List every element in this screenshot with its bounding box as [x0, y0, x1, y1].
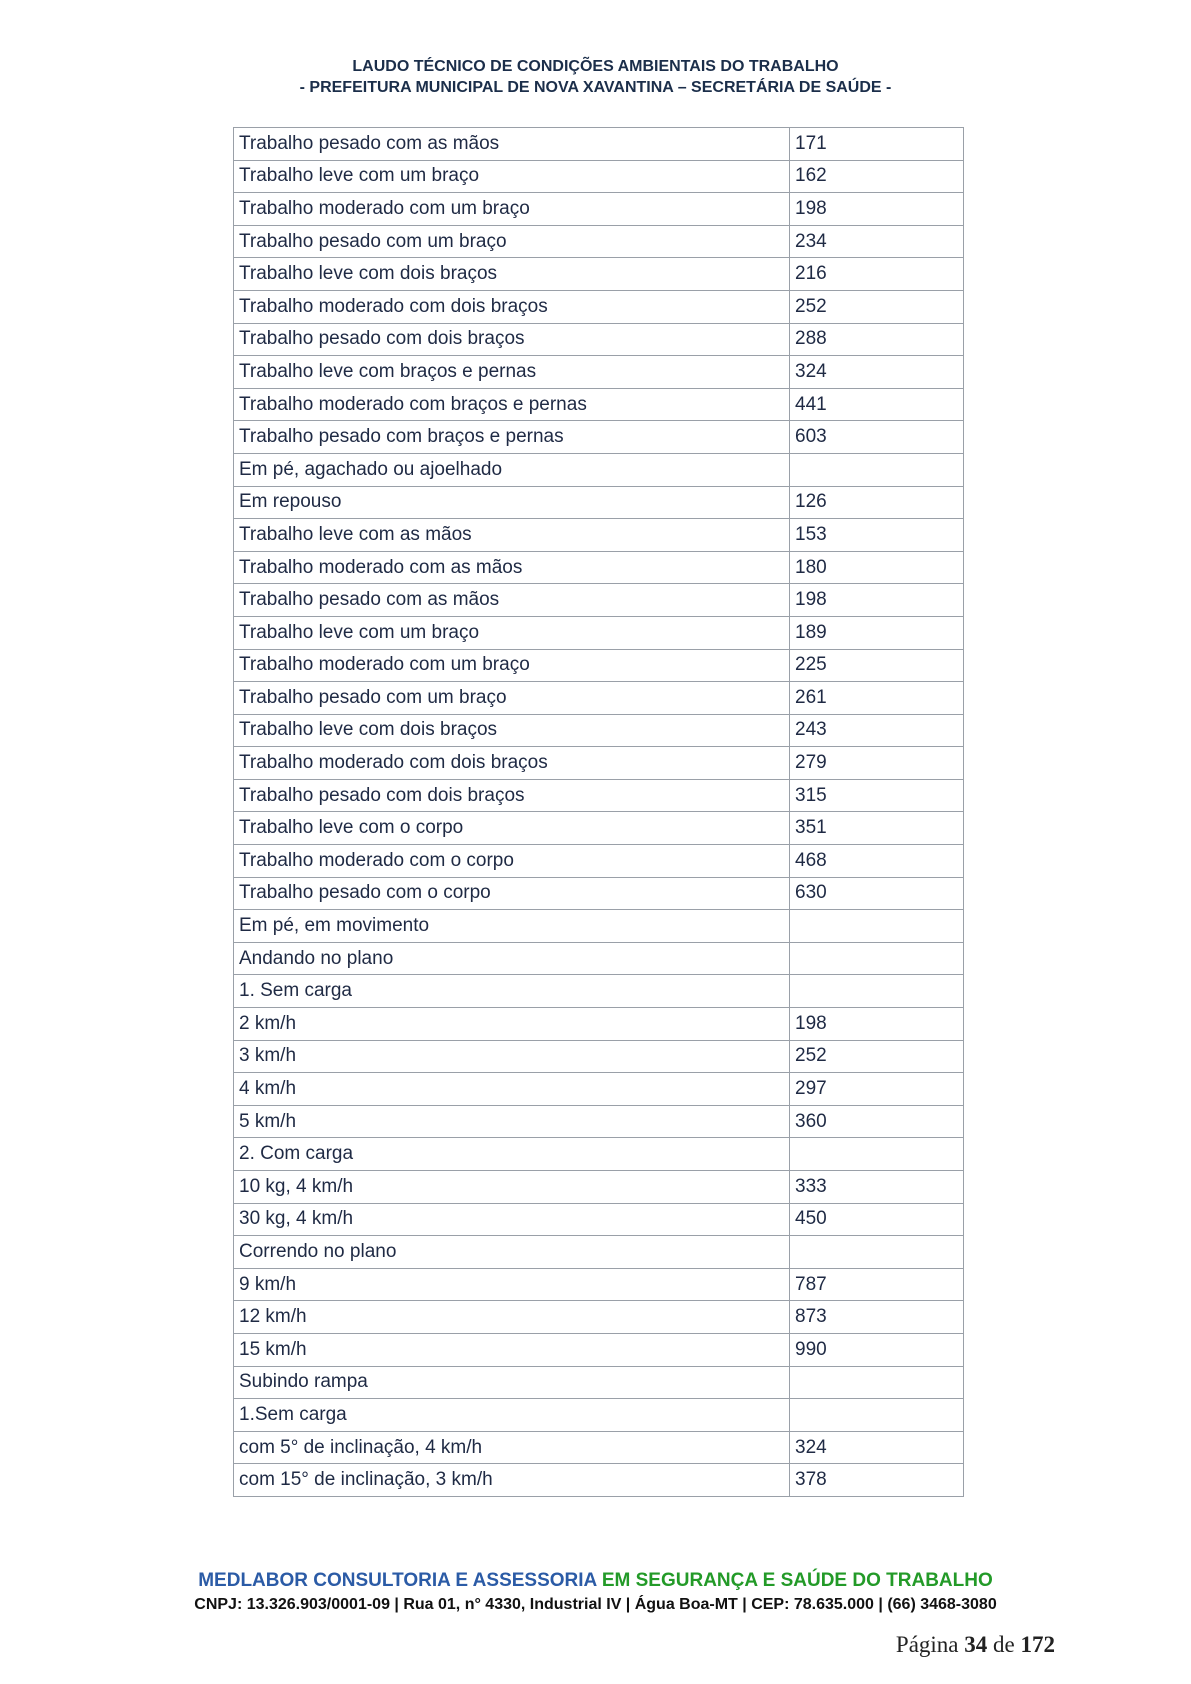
value-cell: 153 — [790, 519, 964, 552]
value-cell: 261 — [790, 682, 964, 715]
table-row — [234, 258, 964, 291]
activity-cell: Trabalho moderado com as mãos — [234, 551, 790, 584]
activity-cell: Trabalho pesado com um braço — [234, 225, 790, 258]
page-number — [896, 1632, 1055, 1658]
value-cell: 171 — [790, 128, 964, 161]
table-row — [234, 1008, 964, 1041]
value-cell — [790, 942, 964, 975]
activity-cell: Trabalho leve com as mãos — [234, 519, 790, 552]
page-current: 34 — [964, 1632, 988, 1657]
value-cell — [790, 1366, 964, 1399]
activity-cell: Trabalho pesado com as mãos — [234, 128, 790, 161]
activity-cell: Correndo no plano — [234, 1236, 790, 1269]
activity-cell: Trabalho pesado com as mãos — [234, 584, 790, 617]
activity-cell: Andando no plano — [234, 942, 790, 975]
table-row — [234, 812, 964, 845]
activity-cell: 3 km/h — [234, 1040, 790, 1073]
activity-cell: 1.Sem carga — [234, 1399, 790, 1432]
value-cell: 360 — [790, 1105, 964, 1138]
page-total: 172 — [1020, 1632, 1055, 1657]
table-row — [234, 1171, 964, 1204]
table-row — [234, 1399, 964, 1432]
table-row — [234, 225, 964, 258]
value-cell: 198 — [790, 584, 964, 617]
table-row — [234, 877, 964, 910]
value-cell: 630 — [790, 877, 964, 910]
table-row — [234, 1431, 964, 1464]
activity-cell: Trabalho leve com dois braços — [234, 258, 790, 291]
table-row — [234, 388, 964, 421]
table-row — [234, 975, 964, 1008]
value-cell: 324 — [790, 356, 964, 389]
value-cell: 189 — [790, 616, 964, 649]
table-row — [234, 128, 964, 161]
value-cell: 333 — [790, 1171, 964, 1204]
metabolic-rate-table — [233, 127, 964, 1497]
activity-cell: Trabalho leve com um braço — [234, 160, 790, 193]
table-row — [234, 649, 964, 682]
table-row — [234, 453, 964, 486]
value-cell: 279 — [790, 747, 964, 780]
value-cell — [790, 975, 964, 1008]
activity-cell: com 15° de inclinação, 3 km/h — [234, 1464, 790, 1497]
activity-cell: Trabalho moderado com um braço — [234, 193, 790, 226]
activity-cell: Trabalho leve com braços e pernas — [234, 356, 790, 389]
footer-contact: CNPJ: 13.326.903/0001-09 | Rua 01, n° 4330, Industrial IV | Água Boa-MT | CEP: 78.635.000 | (66) 3468-3080 — [194, 1596, 997, 1613]
value-cell: 990 — [790, 1333, 964, 1366]
table-row — [234, 193, 964, 226]
table-row — [234, 1040, 964, 1073]
value-cell: 297 — [790, 1073, 964, 1106]
value-cell — [790, 1236, 964, 1269]
value-cell: 198 — [790, 1008, 964, 1041]
activity-cell: Trabalho leve com um braço — [234, 616, 790, 649]
value-cell: 468 — [790, 845, 964, 878]
header-title: LAUDO TÉCNICO DE CONDIÇÕES AMBIENTAIS DO TRABALHO — [352, 58, 839, 75]
activity-cell: Trabalho moderado com braços e pernas — [234, 388, 790, 421]
value-cell: 234 — [790, 225, 964, 258]
table-row — [234, 714, 964, 747]
table-row — [234, 519, 964, 552]
value-cell — [790, 1399, 964, 1432]
table-row — [234, 1073, 964, 1106]
activity-cell: Trabalho leve com o corpo — [234, 812, 790, 845]
value-cell: 603 — [790, 421, 964, 454]
table-row — [234, 1105, 964, 1138]
activity-cell: 12 km/h — [234, 1301, 790, 1334]
activity-cell: Trabalho moderado com o corpo — [234, 845, 790, 878]
value-cell: 252 — [790, 1040, 964, 1073]
value-cell: 441 — [790, 388, 964, 421]
page-prefix: Página — [895, 1632, 959, 1657]
table-row — [234, 421, 964, 454]
table-row — [234, 1464, 964, 1497]
value-cell: 288 — [790, 323, 964, 356]
value-cell: 324 — [790, 1431, 964, 1464]
activity-cell: Trabalho moderado com dois braços — [234, 290, 790, 323]
table-row — [234, 1301, 964, 1334]
value-cell: 162 — [790, 160, 964, 193]
activity-cell: Trabalho moderado com dois braços — [234, 747, 790, 780]
value-cell: 351 — [790, 812, 964, 845]
activity-cell: Trabalho pesado com dois braços — [234, 779, 790, 812]
activity-cell: 5 km/h — [234, 1105, 790, 1138]
value-cell — [790, 910, 964, 943]
activity-cell: 2. Com carga — [234, 1138, 790, 1171]
table-row — [234, 551, 964, 584]
footer-company-name: MEDLABOR CONSULTORIA E ASSESSORIA — [198, 1570, 597, 1591]
table-row — [234, 290, 964, 323]
value-cell: 450 — [790, 1203, 964, 1236]
value-cell: 378 — [790, 1464, 964, 1497]
value-cell: 216 — [790, 258, 964, 291]
activity-cell: Trabalho pesado com um braço — [234, 682, 790, 715]
table-row — [234, 323, 964, 356]
activity-cell: 4 km/h — [234, 1073, 790, 1106]
activity-cell: 9 km/h — [234, 1268, 790, 1301]
table-row — [234, 1333, 964, 1366]
activity-cell: 2 km/h — [234, 1008, 790, 1041]
value-cell: 252 — [790, 290, 964, 323]
table-row — [234, 1138, 964, 1171]
document-header — [0, 56, 1191, 98]
table-row — [234, 747, 964, 780]
value-cell: 198 — [790, 193, 964, 226]
table-row — [234, 682, 964, 715]
footer-company-specialty: EM SEGURANÇA E SAÚDE DO TRABALHO — [601, 1570, 993, 1591]
activity-cell: 10 kg, 4 km/h — [234, 1171, 790, 1204]
activity-cell: Trabalho pesado com dois braços — [234, 323, 790, 356]
footer-company — [0, 1570, 1191, 1592]
table-row — [234, 584, 964, 617]
table-row — [234, 1268, 964, 1301]
table-row — [234, 356, 964, 389]
value-cell: 126 — [790, 486, 964, 519]
page-separator: de — [993, 1632, 1015, 1657]
activity-cell: Trabalho pesado com o corpo — [234, 877, 790, 910]
activity-cell: 30 kg, 4 km/h — [234, 1203, 790, 1236]
table-body — [234, 128, 964, 1497]
value-cell — [790, 453, 964, 486]
table-row — [234, 1366, 964, 1399]
activity-cell: 15 km/h — [234, 1333, 790, 1366]
activity-cell: Trabalho leve com dois braços — [234, 714, 790, 747]
value-cell: 225 — [790, 649, 964, 682]
activity-cell: Em repouso — [234, 486, 790, 519]
activity-cell: Em pé, em movimento — [234, 910, 790, 943]
value-cell: 243 — [790, 714, 964, 747]
table-row — [234, 1203, 964, 1236]
header-subtitle: - PREFEITURA MUNICIPAL DE NOVA XAVANTINA – SECRETÁRIA DE SAÚDE - — [299, 79, 892, 96]
table-row — [234, 486, 964, 519]
table-row — [234, 160, 964, 193]
table-row — [234, 845, 964, 878]
activity-cell: 1. Sem carga — [234, 975, 790, 1008]
activity-cell: Trabalho pesado com braços e pernas — [234, 421, 790, 454]
value-cell: 873 — [790, 1301, 964, 1334]
value-cell: 787 — [790, 1268, 964, 1301]
activity-cell: com 5° de inclinação, 4 km/h — [234, 1431, 790, 1464]
value-cell — [790, 1138, 964, 1171]
table-row — [234, 779, 964, 812]
table-row — [234, 942, 964, 975]
table-row — [234, 1236, 964, 1269]
activity-cell: Em pé, agachado ou ajoelhado — [234, 453, 790, 486]
value-cell: 180 — [790, 551, 964, 584]
table-row — [234, 910, 964, 943]
table-row — [234, 616, 964, 649]
activity-cell: Trabalho moderado com um braço — [234, 649, 790, 682]
activity-cell: Subindo rampa — [234, 1366, 790, 1399]
value-cell: 315 — [790, 779, 964, 812]
